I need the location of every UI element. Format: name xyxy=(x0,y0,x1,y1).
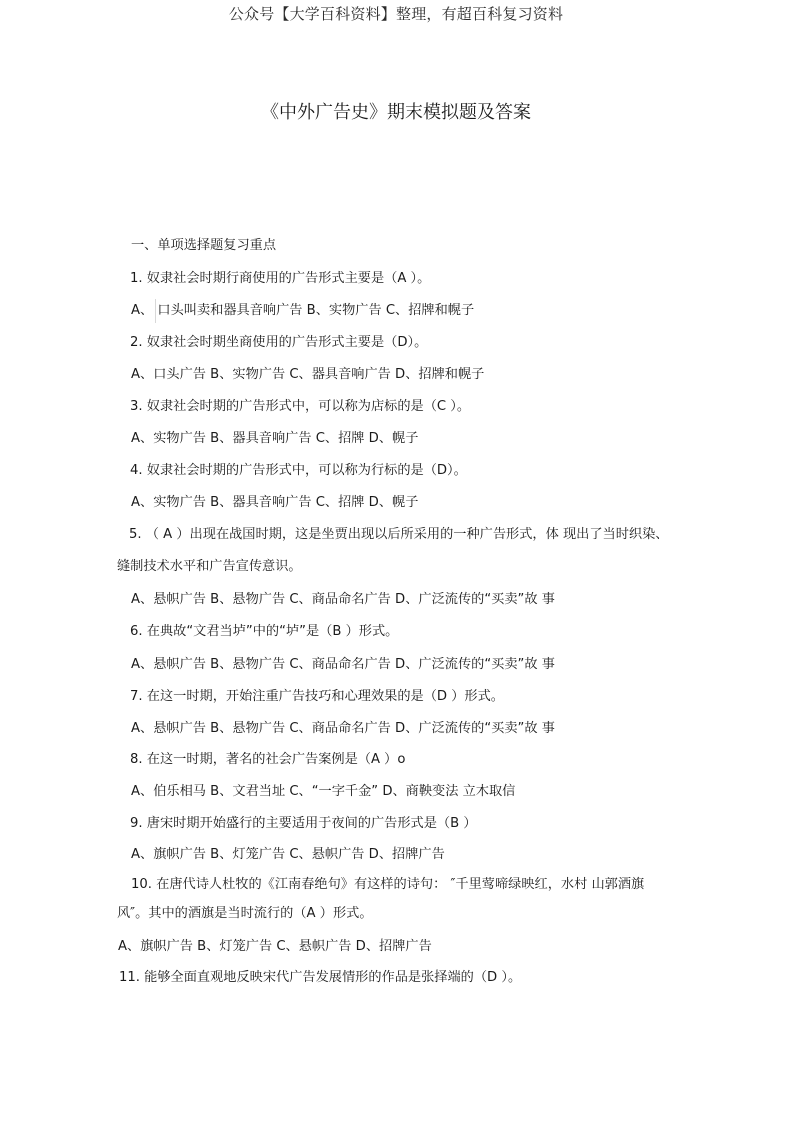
question-2-options: A、口头广告 B、实物广告 C、器具音响广告 D、招牌和幌子 xyxy=(131,367,485,382)
question-10-options: A、旗帜广告 B、灯笼广告 C、悬帜广告 D、招牌广告 xyxy=(118,939,432,954)
question-10: 10. 在唐代诗人杜牧的《江南春绝句》有这样的诗句： ″千里莺啼绿映红，水村 山郭酒旗 xyxy=(131,877,645,892)
question-5: 5. （ A ）出现在战国时期，这是坐贾出现以后所采用的一种广告形式，体 现出了当时织染、 xyxy=(129,527,669,542)
section-heading: 一、单项选择题复习重点 xyxy=(131,238,277,253)
question-8-options: A、伯乐相马 B、文君当址 C、“一字千金” D、商鞅变法 立木取信 xyxy=(131,784,516,799)
question-1: 1. 奴隶社会时期行商使用的广告形式主要是（A ）。 xyxy=(130,271,431,286)
question-6: 6. 在典故“文君当垆”中的“垆”是（B ）形式。 xyxy=(130,624,399,639)
question-5-options: A、悬帜广告 B、悬物广告 C、商品命名广告 D、广泛流传的“买卖”故 事 xyxy=(131,592,555,607)
question-4-options: A、实物广告 B、器具音响广告 C、招牌 D、幌子 xyxy=(131,495,419,510)
question-1-options: A、 口头叫卖和器具音响广告 B、实物广告 C、招牌和幌子 xyxy=(131,303,475,318)
document-title: 《中外广告史》期末模拟题及答案 xyxy=(261,102,531,123)
question-3-options: A、实物广告 B、器具音响广告 C、招牌 D、幌子 xyxy=(131,431,419,446)
question-8: 8. 在这一时期，著名的社会广告案例是（A ）o xyxy=(130,752,406,767)
question-9-options: A、旗帜广告 B、灯笼广告 C、悬帜广告 D、招牌广告 xyxy=(131,847,445,862)
question-7: 7. 在这一时期，开始注重广告技巧和心理效果的是（D ）形式。 xyxy=(130,689,504,704)
header-banner: 公众号【大学百科资料】整理，有超百科复习资料 xyxy=(228,5,564,23)
question-5-continued: 缝制技术水平和广告宣传意识。 xyxy=(117,559,302,574)
question-3: 3. 奴隶社会时期的广告形式中，可以称为店标的是（C ）。 xyxy=(130,399,471,414)
question-2: 2. 奴隶社会时期坐商使用的广告形式主要是（D）。 xyxy=(130,335,428,350)
question-11: 11. 能够全面直观地反映宋代广告发展情形的作品是张择端的（D ）。 xyxy=(119,970,522,985)
question-6-options: A、悬帜广告 B、悬物广告 C、商品命名广告 D、广泛流传的“买卖”故 事 xyxy=(131,657,555,672)
question-4: 4. 奴隶社会时期的广告形式中，可以称为行标的是（D）。 xyxy=(130,463,467,478)
question-7-options: A、悬帜广告 B、悬物广告 C、商品命名广告 D、广泛流传的“买卖”故 事 xyxy=(131,721,555,736)
question-9: 9. 唐宋时期开始盛行的主要适用于夜间的广告形式是（B ） xyxy=(130,816,477,831)
question-10-continued: 风″。其中的酒旗是当时流行的（A ）形式。 xyxy=(117,906,373,921)
